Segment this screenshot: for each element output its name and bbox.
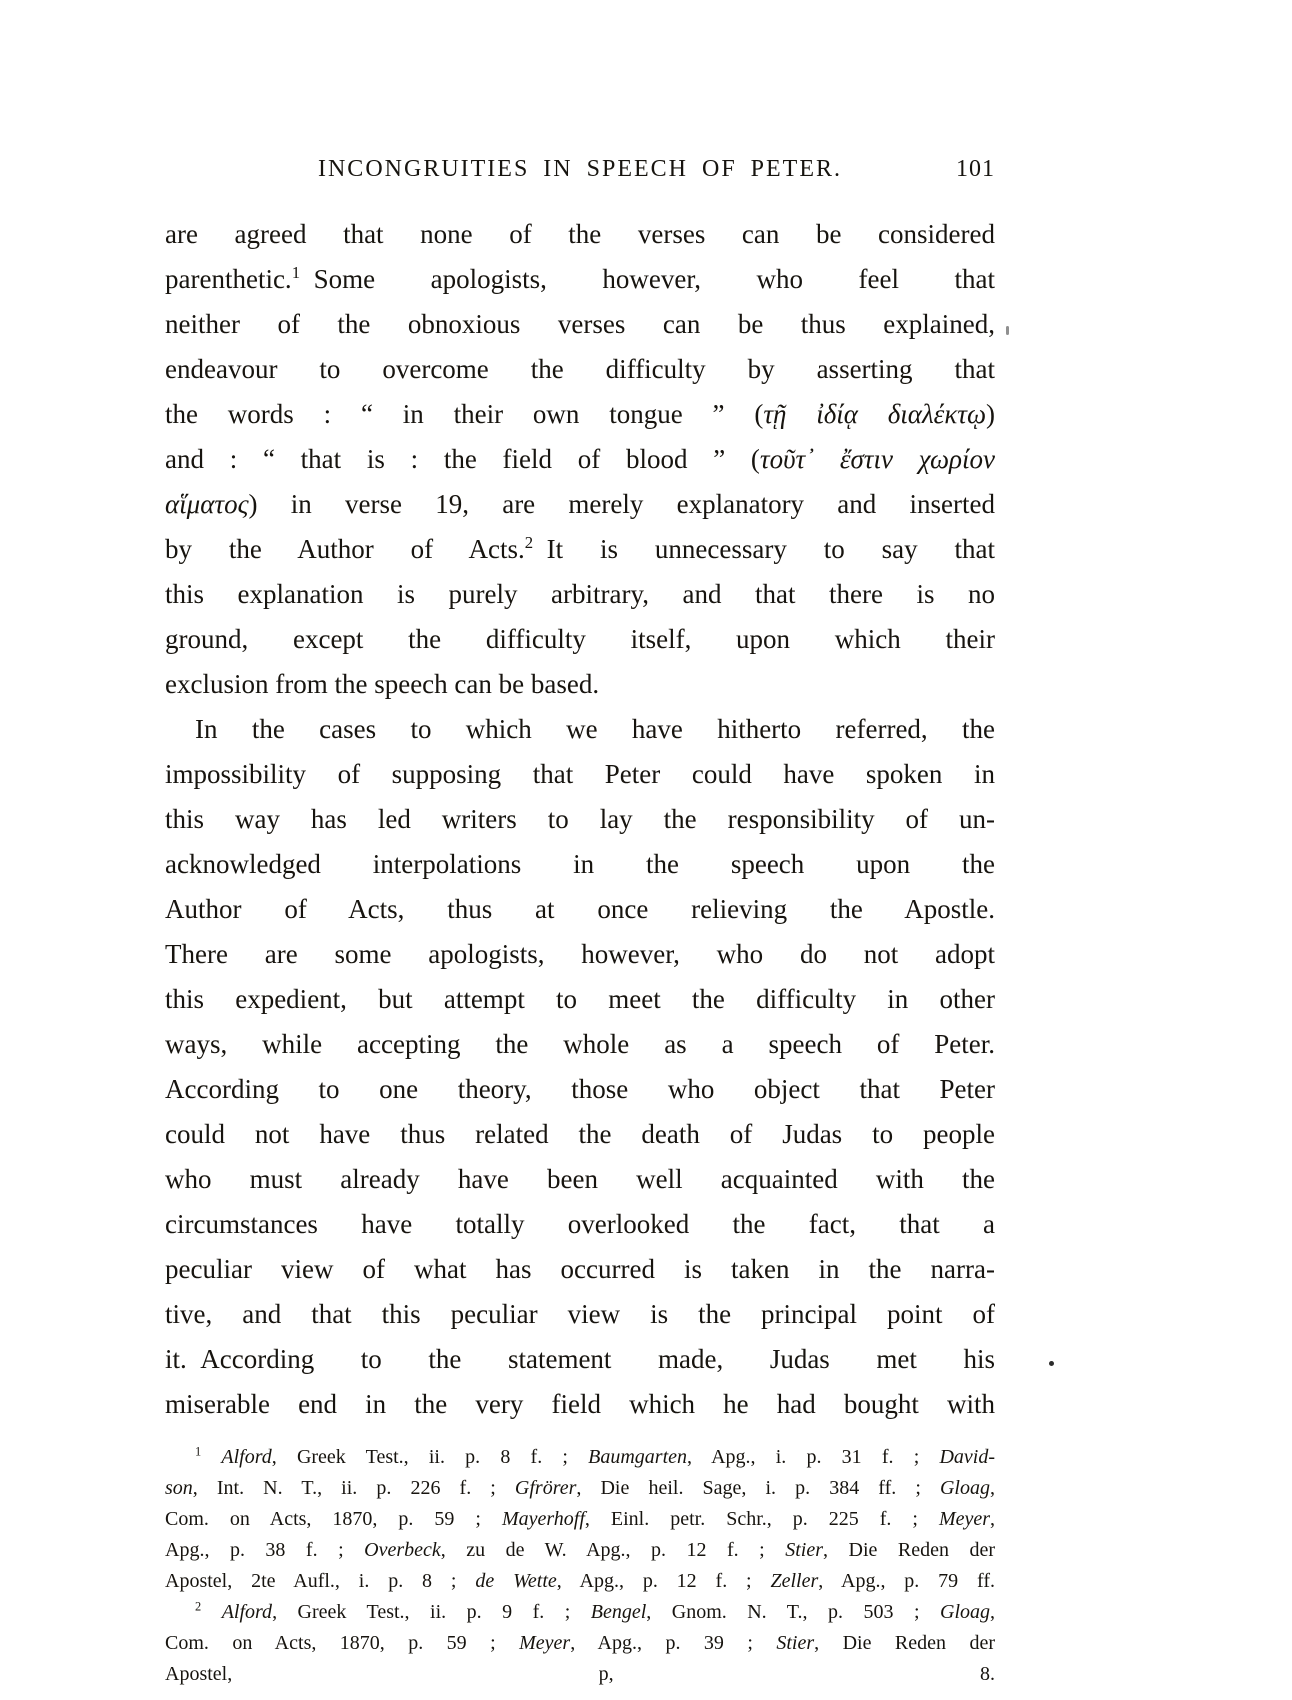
footnote-line (165, 1628, 995, 1659)
text-segment: ways, while accepting the whole as a speech of Peter. (165, 1029, 995, 1059)
text-segment: , Einl. petr. Schr., p. 225 f. ; (584, 1508, 939, 1530)
cited-author: Meyer (519, 1632, 571, 1654)
body-text-line (165, 797, 995, 842)
text-segment: the words : “ in their own tongue ” ( (165, 399, 764, 429)
body-text-line (165, 752, 995, 797)
footnote-marker: 1 (291, 263, 301, 282)
cited-author: Zeller (770, 1570, 819, 1592)
text-segment: In the cases to which we have hitherto referred, the (195, 714, 995, 744)
cited-author: Bengel (590, 1601, 647, 1623)
text-segment: impossibility of supposing that Peter could have spoken in (165, 759, 995, 789)
body-text-line (165, 482, 995, 527)
text-segment: tive, and that this peculiar view is the principal point of (165, 1299, 995, 1329)
text-segment: , Apg., i. p. 31 f. ; (687, 1446, 940, 1468)
cited-author: Gloag (939, 1477, 990, 1499)
cited-author: David- (939, 1446, 995, 1468)
footnote-line (165, 1535, 995, 1566)
text-segment: According to one theory, those who object that Peter (165, 1074, 995, 1104)
text-segment: , (990, 1508, 996, 1530)
body-text-line (165, 1337, 995, 1382)
text-segment: , Die Reden der (814, 1632, 995, 1654)
text-segment: peculiar view of what has occurred is taken in the narra- (165, 1254, 995, 1284)
footnote-line (165, 1473, 995, 1504)
text-segment: exclusion from the speech can be based. (165, 669, 600, 699)
body-text-line (165, 1112, 995, 1157)
text-segment: this explanation is purely arbitrary, and that there is no (165, 579, 995, 609)
text-segment: acknowledged interpolations in the speech upon the (165, 849, 995, 879)
body-text (165, 212, 995, 1427)
cited-author: Alford (221, 1601, 273, 1623)
cited-author: Stier (776, 1632, 815, 1654)
body-text-line (165, 392, 995, 437)
cited-author: Overbeck (364, 1539, 441, 1561)
footnote-line (165, 1597, 995, 1628)
text-segment: , Greek Test., ii. p. 9 f. ; (272, 1601, 591, 1623)
running-title: INCONGRUITIES IN SPEECH OF PETER. (317, 156, 842, 182)
text-segment: it. According to the statement made, Judas met his (165, 1344, 995, 1374)
cited-author: de Wette (475, 1570, 557, 1592)
text-segment: Apostel, 2te Aufl., i. p. 8 ; (165, 1570, 476, 1592)
body-text-line (165, 1382, 995, 1427)
text-segment: this way has led writers to lay the responsibility of un- (165, 804, 995, 834)
text-segment: Com. on Acts, 1870, p. 59 ; (165, 1508, 502, 1530)
footnote-marker: 2 (524, 533, 534, 552)
text-segment: , Die heil. Sage, i. p. 384 ff. ; (576, 1477, 940, 1499)
text-segment: ) (986, 399, 996, 429)
text-segment: , Apg., p. 39 ; (570, 1632, 777, 1654)
body-text-line (165, 347, 995, 392)
text-segment: There are some apologists, however, who do not adopt (165, 939, 995, 969)
text-segment: , zu de W. Apg., p. 12 f. ; (440, 1539, 786, 1561)
body-text-line (165, 212, 995, 257)
footnote-marker: 1 (195, 1444, 202, 1459)
footnote-line (165, 1659, 995, 1690)
greek-text: αἵματος (165, 489, 249, 519)
text-segment: , Int. N. T., ii. p. 226 f. ; (192, 1477, 515, 1499)
footnote-line (165, 1566, 995, 1597)
text-segment (201, 1446, 221, 1468)
body-text-line (165, 977, 995, 1022)
body-text-line (165, 887, 995, 932)
text-segment: who must already have been well acquainted with the (165, 1164, 995, 1194)
body-text-line (165, 572, 995, 617)
cited-author: Baumgarten (588, 1446, 688, 1468)
text-segment: endeavour to overcome the difficulty by asserting that (165, 354, 995, 384)
body-text-line (165, 437, 995, 482)
text-segment: Author of Acts, thus at once relieving the Apostle. (165, 894, 995, 924)
body-text-line (165, 527, 995, 572)
body-text-line (165, 1022, 995, 1067)
text-segment: and : “ that is : the field of blood ” ( (165, 444, 760, 474)
text-segment: Apostel, p, 8. (165, 1663, 995, 1685)
text-segment: , Greek Test., ii. p. 8 f. ; (271, 1446, 589, 1468)
text-segment: this expedient, but attempt to meet the difficulty in other (165, 984, 995, 1014)
running-head (165, 153, 995, 185)
page-number: 101 (956, 156, 995, 182)
text-segment: , Apg., p. 12 f. ; (556, 1570, 771, 1592)
cited-author: Stier (785, 1539, 823, 1561)
body-text-line (165, 662, 995, 707)
body-text-line (165, 617, 995, 662)
footnote-marker: 2 (195, 1599, 202, 1614)
text-segment: Some apologists, however, who feel that (300, 264, 995, 294)
text-segment: miserable end in the very field which he had bought with (165, 1389, 995, 1419)
body-text-line (165, 932, 995, 977)
scan-artifact-dot (1006, 326, 1009, 335)
text-segment: , Die Reden der (823, 1539, 995, 1561)
text-segment: , Apg., p. 79 ff. (818, 1570, 995, 1592)
greek-text: τοῦτ᾽ ἔστιν χωρίον (759, 444, 995, 474)
text-segment: , (990, 1601, 995, 1623)
text-segment: Apg., p. 38 f. ; (165, 1539, 365, 1561)
text-segment: parenthetic. (165, 264, 292, 294)
footnote-line (165, 1504, 995, 1535)
text-segment: , Gnom. N. T., p. 503 ; (646, 1601, 940, 1623)
cited-author: Gfrörer (514, 1477, 577, 1499)
body-text-line (165, 842, 995, 887)
text-segment: ) in verse 19, are merely explanatory and inserted (248, 489, 995, 519)
text-segment: by the Author of Acts. (165, 534, 525, 564)
cited-author: Meyer (938, 1508, 991, 1530)
greek-text: τῇ ἰδίᾳ διαλέκτῳ (763, 399, 987, 429)
cited-author: Mayerhoff (501, 1508, 585, 1530)
body-text-line (165, 1292, 995, 1337)
body-text-line (165, 707, 995, 752)
body-text-line (165, 1247, 995, 1292)
body-text-line (165, 302, 995, 347)
footnotes (165, 1442, 995, 1690)
text-segment: It is unnecessary to say that (533, 534, 995, 564)
cited-author: Gloag (940, 1601, 990, 1623)
text-segment: ground, except the difficulty itself, upon which their (165, 624, 995, 654)
text-segment: neither of the obnoxious verses can be thus explained, (165, 309, 995, 339)
text-segment: Com. on Acts, 1870, p. 59 ; (165, 1632, 520, 1654)
text-segment: could not have thus related the death of Judas to people (165, 1119, 995, 1149)
footnote-line (165, 1442, 995, 1473)
text-segment: are agreed that none of the verses can be considered (165, 219, 995, 249)
cited-author: Alford (221, 1446, 272, 1468)
body-text-line (165, 1067, 995, 1112)
text-segment: circumstances have totally overlooked the fact, that a (165, 1209, 995, 1239)
scan-artifact-dot (1049, 1361, 1054, 1366)
text-segment (201, 1601, 221, 1623)
body-text-line (165, 257, 995, 302)
text-segment: , (989, 1477, 995, 1499)
body-text-line (165, 1202, 995, 1247)
cited-author: son (165, 1477, 193, 1499)
body-text-line (165, 1157, 995, 1202)
